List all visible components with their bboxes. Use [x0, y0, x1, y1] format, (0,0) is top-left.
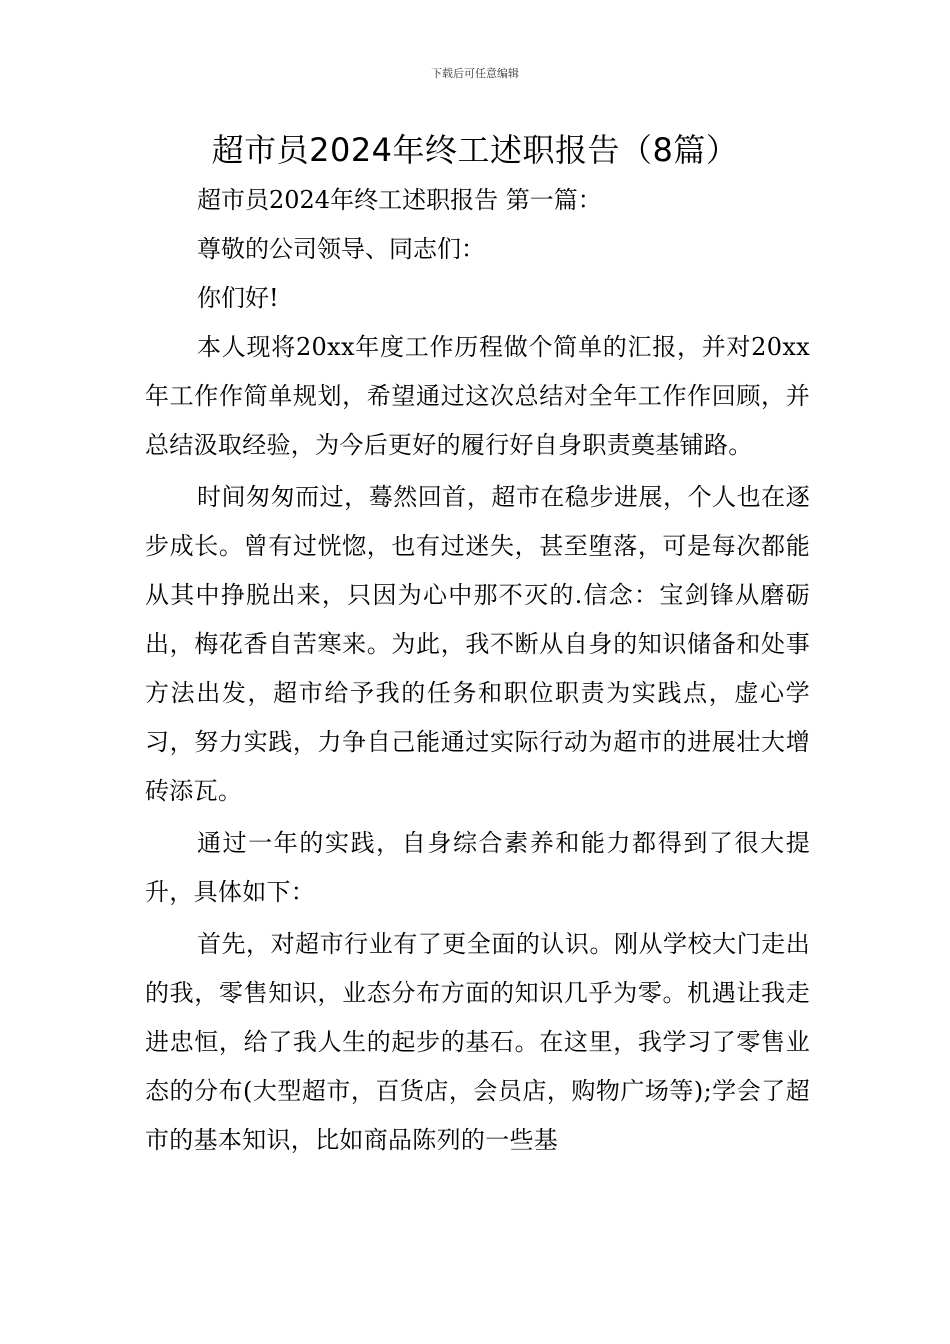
paragraph-2: 时间匆匆而过，蓦然回首，超市在稳步进展，个人也在逐步成长。曾有过恍惚，也有过迷失，甚至堕落，可是每次都能从其中挣脱出来，只因为心中那不灭的.信念：宝剑锋从磨砺出，梅花香自苦寒来。为此，我不断从自身的知识储备和处事方法出发，超市给予我的任务和职位职责为实践点，虚心学习，努力实践，力争自己能通过实际行动为超市的进展壮大增砖添瓦。 — [145, 483, 810, 805]
document-body — [145, 176, 810, 1165]
section-heading: 超市员2024年终工述职报告 第一篇： — [197, 186, 602, 214]
paragraph-3: 通过一年的实践，自身综合素养和能力都得到了很大提升，具体如下： — [145, 829, 810, 906]
document-title: 超市员2024年终工述职报告（8篇） — [211, 131, 739, 169]
paragraph-1: 本人现将20xx年度工作历程做个简单的汇报，并对20xx年工作作简单规划，希望通过这次总结对全年工作作回顾，并总结汲取经验，为今后更好的履行好自身职责奠基铺路。 — [145, 333, 810, 459]
salutation: 尊敬的公司领导、同志们： — [197, 235, 485, 263]
greeting: 你们好! — [197, 284, 279, 312]
download-editable-note: 下载后可任意编辑 — [431, 67, 519, 80]
paragraph-4: 首先，对超市行业有了更全面的认识。刚从学校大门走出的我，零售知识，业态分布方面的知识几乎为零。机遇让我走进忠恒，给了我人生的起步的基石。在这里，我学习了零售业态的分布(大型超市，百货店，会员店，购物广场等);学会了超市的基本知识，比如商品陈列的一些基 — [145, 930, 810, 1154]
